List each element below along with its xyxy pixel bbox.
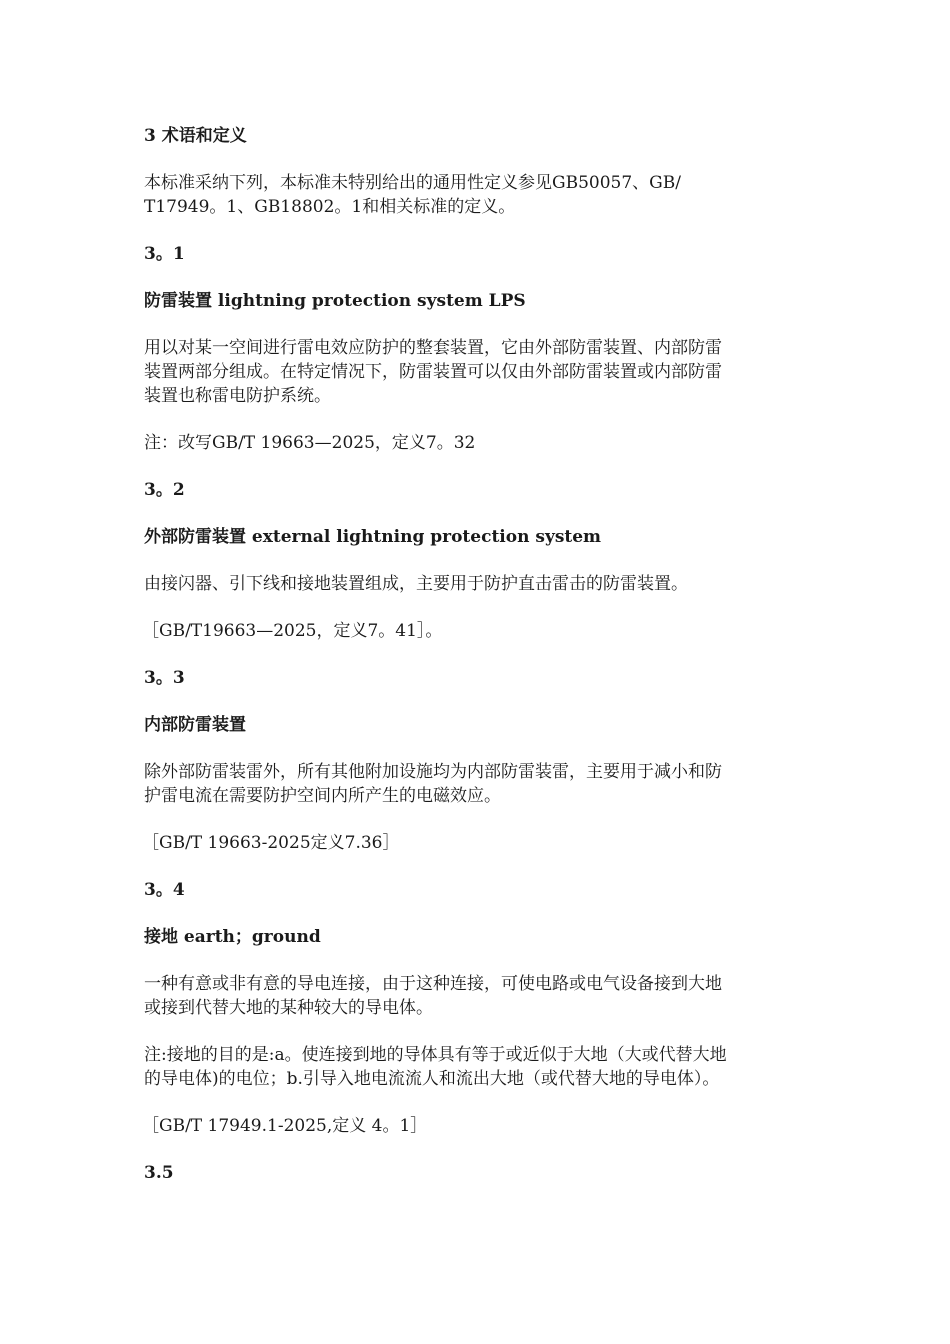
term-definition: 除外部防雷装雷外，所有其他附加设施均为内部防雷装雷，主要用于减小和防 护雷电流在需要防护空间内所产生的电磁效应。	[144, 762, 722, 806]
term-heading: 外部防雷装置 external lightning protection system	[144, 527, 602, 547]
term-definition: 由接闪器、引下线和接地装置组成，主要用于防护直击雷击的防雷装置。	[144, 574, 688, 594]
term-heading: 接地 earth；ground	[144, 927, 321, 947]
term-source: ［GB/T 17949.1-2025,定义 4。1］	[142, 1116, 428, 1136]
term-number: 3。1	[144, 244, 185, 264]
term-note: 注：改写GB/T 19663—2025，定义7。32	[144, 433, 476, 453]
term-heading: 内部防雷装置	[144, 715, 246, 735]
term-number: 3.5	[144, 1163, 174, 1183]
term-number: 3。3	[144, 668, 185, 688]
term-source: ［GB/T19663—2025，定义7。41］。	[142, 621, 443, 641]
document-page	[144, 124, 824, 1208]
term-definition: 用以对某一空间进行雷电效应防护的整套装置，它由外部防雷装置、内部防雷 装置两部分组成。在特定情况下，防雷装置可以仅由外部防雷装置或内部防雷 装置也称雷电防护系统。	[144, 338, 722, 406]
term-heading: 防雷装置 lightning protection system LPS	[144, 291, 526, 311]
term-number: 3。2	[144, 480, 185, 500]
section-title: 3 术语和定义	[144, 126, 247, 146]
term-source: ［GB/T 19663-2025定义7.36］	[142, 833, 400, 853]
term-definition: 一种有意或非有意的导电连接，由于这种连接，可使电路或电气设备接到大地 或接到代替大地的某种较大的导电体。	[144, 974, 722, 1018]
intro-paragraph: 本标准采纳下列，本标准未特别给出的通用性定义参见GB50057、GB/ T17949。1、GB18802。1和相关标准的定义。	[144, 173, 681, 217]
term-number: 3。4	[144, 880, 185, 900]
term-note: 注:接地的目的是:a。使连接到地的导体具有等于或近似于大地（大或代替大地 的导电体)的电位；b.引导入地电流流人和流出大地（或代替大地的导电体）。	[144, 1045, 727, 1089]
